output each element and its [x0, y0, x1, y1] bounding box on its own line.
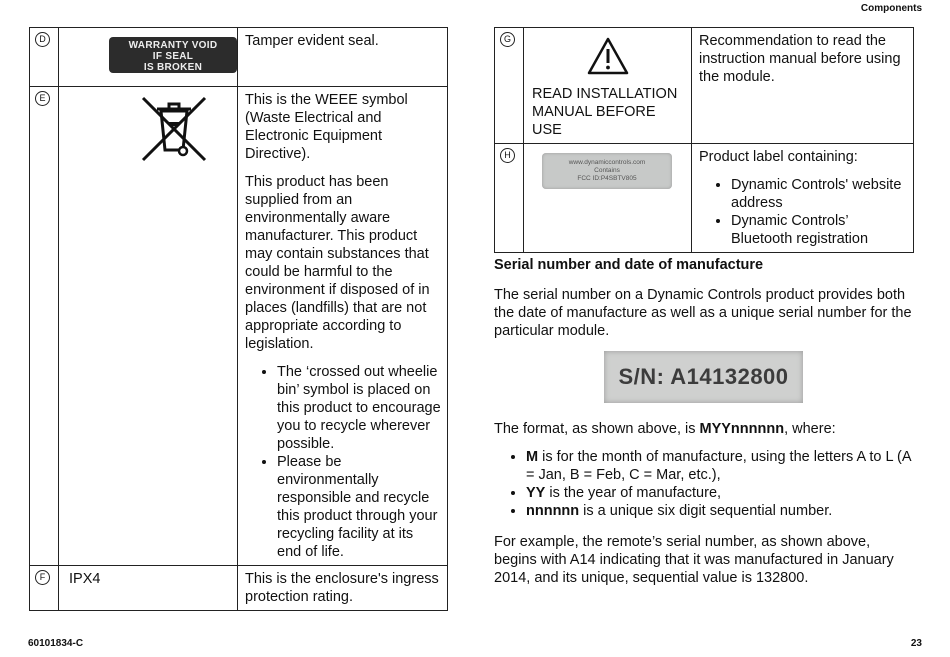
symbols-table-right [494, 27, 914, 253]
table-row [30, 87, 448, 566]
row-letter: H [500, 148, 515, 163]
serial-example: For example, the remote’s serial number, as shown above, begins with A14 indicating that it was manufactured in January 2014, and its unique, sequential value is 132800. [494, 534, 894, 586]
table-row [30, 28, 448, 87]
row-letter: F [35, 570, 50, 585]
ipx-rating: IPX4 [69, 571, 101, 587]
list-item: • Please be environmentally responsible and recycle this product through your recycling facility at its end of life. [277, 453, 441, 561]
list-item: • Dynamic Controls' website address [731, 176, 907, 212]
list-item: • Dynamic Controls’ Bluetooth registration [731, 212, 907, 248]
row-description: Product label containing: [699, 149, 858, 165]
row-description: Tamper evident seal. [245, 33, 379, 49]
section-header: Components [860, 3, 922, 14]
table-row [30, 566, 448, 611]
list-item: • M is for the month of manufacture, using the letters A to L (A = Jan, B = Feb, C = Mar, etc.), [526, 448, 914, 484]
row-letter: E [35, 91, 50, 106]
row-letter: D [35, 32, 50, 47]
table-row [495, 144, 914, 253]
crossed-out-wheelie-bin-icon [139, 94, 209, 164]
row-description: Recommendation to read the instruction manual before using the module. [699, 33, 901, 85]
product-label-line: www.dynamiccontrols.com [568, 159, 646, 166]
section-heading: Serial number and date of manufacture [494, 257, 764, 273]
product-label-line: Contains [594, 167, 620, 174]
row-description: This is the enclosure's ingress protection rating. [245, 571, 439, 605]
list-item: • The ‘crossed out wheelie bin’ symbol is placed on this product to encourage you to recycle wherever possible. [277, 363, 441, 453]
row-description: This is the WEEE symbol (Waste Electrical and Electronic Equipment Directive). [245, 92, 408, 162]
row-letter: G [500, 32, 515, 47]
product-label [542, 153, 672, 189]
format-code: MYYnnnnnn [699, 421, 785, 437]
serial-number-image: S/N: A14132800 [604, 351, 803, 403]
serial-intro: The serial number on a Dynamic Controls product provides both the date of manufacture as well as a unique serial number for the particular module. [494, 287, 912, 339]
table-row [495, 28, 914, 144]
row-description: This product has been supplied from an environmentally aware manufacturer. This product may contain substances that could be harmful to the environment if disposed of in places (landfills) that are not appropriate according to legislation. [245, 174, 430, 352]
warning-label-text: READ INSTALLATION MANUAL BEFORE USE [532, 86, 678, 138]
product-label-line: FCC ID:P4SBTV805 [577, 175, 637, 182]
list-item: • YY is the year of manufacture, [526, 484, 914, 502]
document-number: 60101834-C [28, 638, 84, 649]
format-description: The format, as shown above, is MYYnnnnnn, where: [494, 421, 836, 437]
symbols-table-left [29, 27, 448, 611]
warranty-seal: WARRANTY VOID IF SEAL IS BROKEN [109, 37, 237, 73]
warning-triangle-icon [586, 36, 630, 76]
list-item: • nnnnnn is a unique six digit sequential number. [526, 502, 914, 520]
page-number: 23 [910, 638, 922, 649]
